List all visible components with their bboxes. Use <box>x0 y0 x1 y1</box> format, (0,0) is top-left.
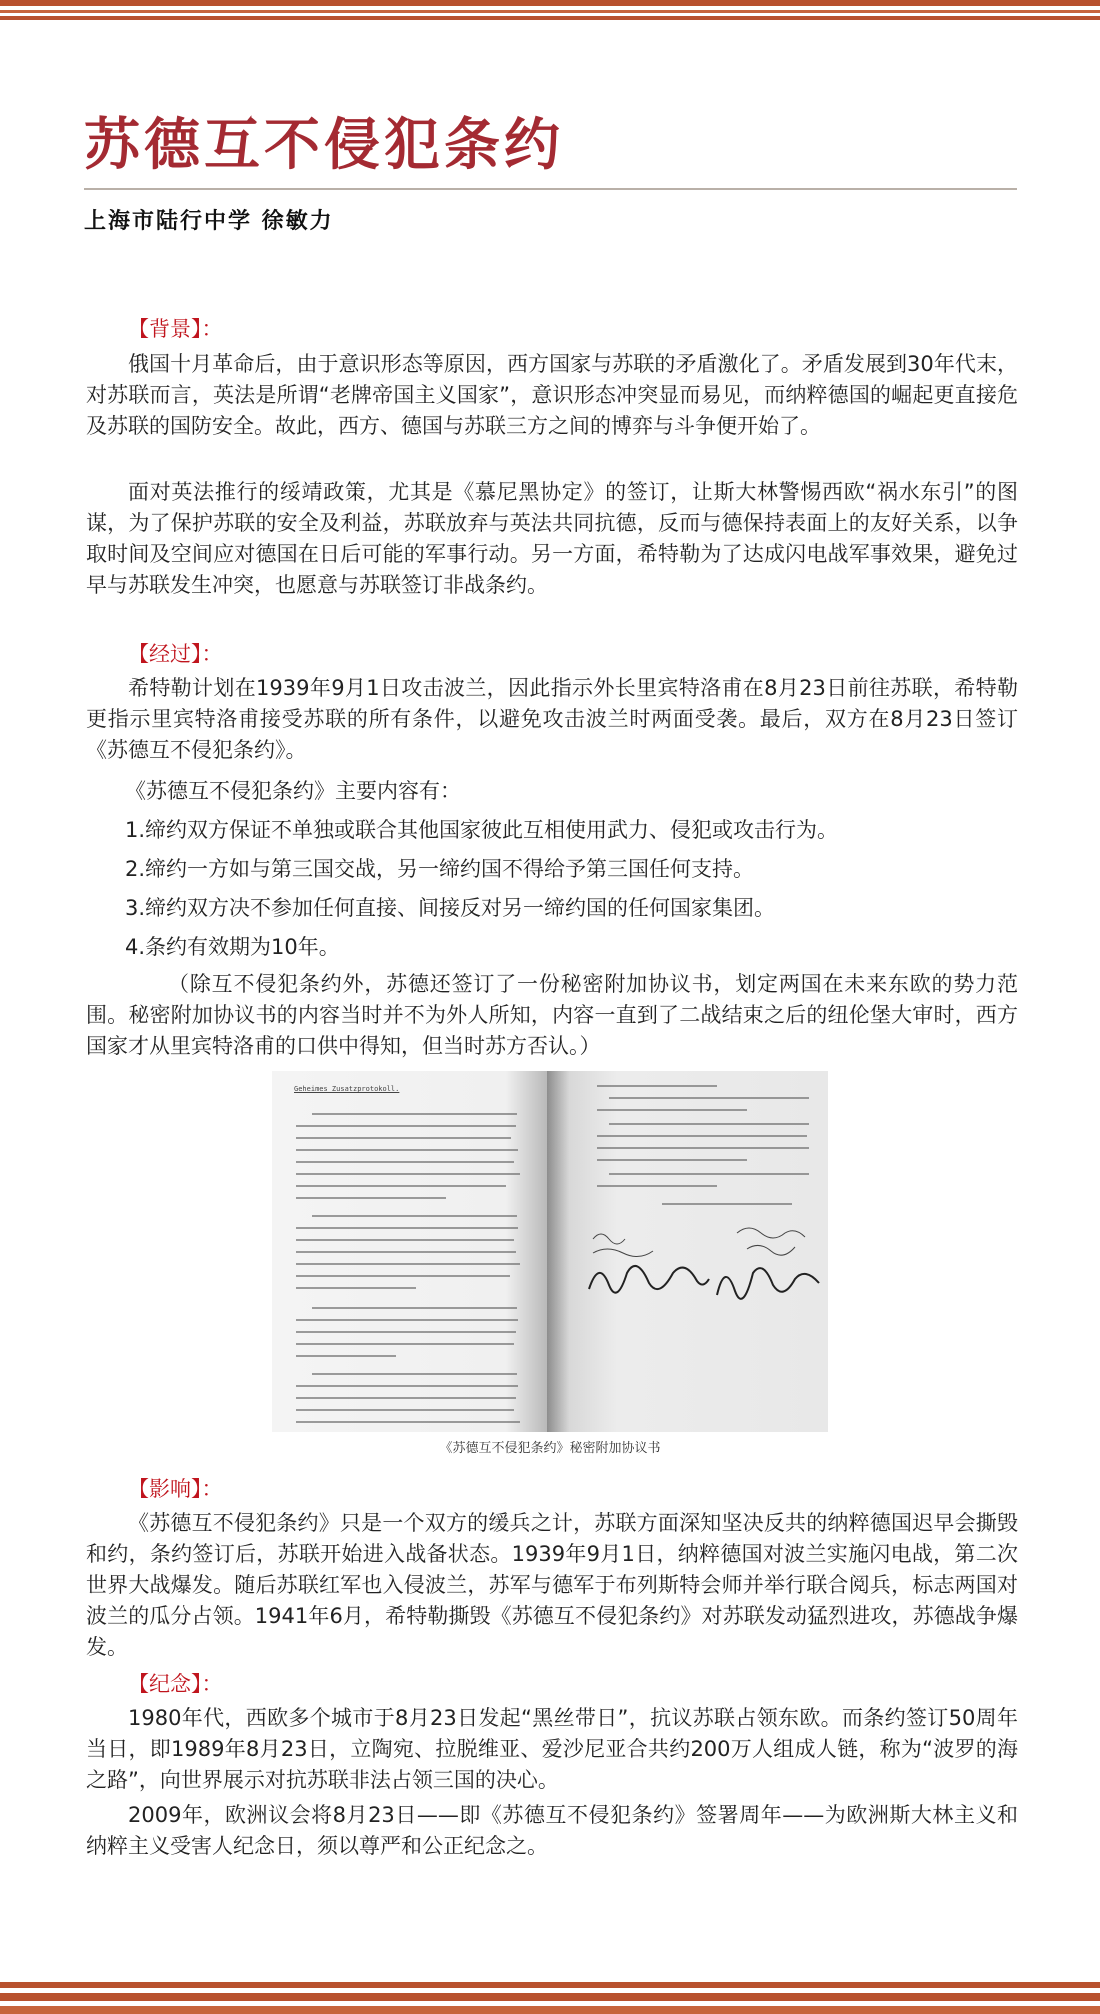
background-paragraph: 俄国十月革命后，由于意识形态等原因，西方国家与苏联的矛盾激化了。矛盾发展到30年代末，对苏联而言，英法是所谓“老牌帝国主义国家”，意识形态冲突显而易见，而纳粹德国的崛起更直接危及苏联的国防安全。故此，西方、德国与苏联三方之间的博弈与斗争便开始了。 <box>86 352 1018 438</box>
page-title: 苏德互不侵犯条约 <box>84 113 564 178</box>
top-border-stripe <box>0 10 1100 13</box>
document-heading: Geheimes Zusatzprotokoll. <box>294 1085 400 1093</box>
process-paragraph: 希特勒计划在1939年9月1日攻击波兰，因此指示外长里宾特洛甫在8月23日前往苏联，希特勒更指示里宾特洛甫接受苏联的所有条件，以避免攻击波兰时两面受袭。最后，双方在8月23日签订《苏德互不侵犯条约》。 <box>86 676 1018 762</box>
title-divider <box>84 188 1017 190</box>
signatures <box>587 1211 827 1301</box>
treaty-item: 1.缔约双方保证不单独或联合其他国家彼此互相使用武力、侵犯或攻击行为。 <box>125 818 839 842</box>
impact-paragraph: 《苏德互不侵犯条约》只是一个双方的缓兵之计，苏联方面深知坚决反共的纳粹德国迟早会撕毁和约，条约签订后，苏联开始进入战备状态。1939年9月1日，纳粹德国对波兰实施闪电战，第二次世界大战爆发。随后苏联红军也入侵波兰，苏军与德军于布列斯特会师并举行联合阅兵，标志两国对波兰的瓜分占领。1941年6月，希特勒撕毁《苏德互不侵犯条约》对苏联发动猛烈进攻，苏德战争爆发。 <box>86 1511 1018 1659</box>
secret-protocol-photo <box>272 1071 828 1432</box>
author-line: 上海市陆行中学 徐敏力 <box>84 209 334 234</box>
memorial-paragraph: 2009年，欧洲议会将8月23日——即《苏德互不侵犯条约》签署周年——为欧洲斯大林主义和纳粹主义受害人纪念日，须以尊严和公正纪念之。 <box>86 1803 1018 1858</box>
treaty-item: 3.缔约双方决不参加任何直接、间接反对另一缔约国的任何国家集团。 <box>125 896 776 920</box>
bottom-border-stripe <box>0 1982 1100 1988</box>
top-border-stripe <box>0 16 1100 20</box>
section-heading-process: 【经过】： <box>128 642 223 666</box>
section-heading-background: 【背景】： <box>128 317 223 341</box>
list-intro: 《苏德互不侵犯条约》主要内容有： <box>125 779 461 803</box>
treaty-item: 2.缔约一方如与第三国交战，另一缔约国不得给予第三国任何支持。 <box>125 857 755 881</box>
document-left-page <box>272 1071 547 1432</box>
document-right-page <box>547 1071 828 1432</box>
bottom-border-stripe <box>0 1993 1100 2001</box>
memorial-paragraph: 1980年代，西欧多个城市于8月23日发起“黑丝带日”，抗议苏联占领东欧。而条约签订50周年当日，即1989年8月23日，立陶宛、拉脱维亚、爱沙尼亚合共约200万人组成人链，称为“波罗的海之路”，向世界展示对抗苏联非法占领三国的决心。 <box>86 1706 1018 1792</box>
secret-protocol-note: （除互不侵犯条约外，苏德还签订了一份秘密附加协议书，划定两国在未来东欧的势力范围。秘密附加协议书的内容当时并不为外人所知，内容一直到了二战结束之后的纽伦堡大审时，西方国家才从里宾特洛甫的口供中得知，但当时苏方否认。） <box>86 972 1018 1058</box>
photo-caption: 《苏德互不侵犯条约》秘密附加协议书 <box>439 1441 661 1456</box>
bottom-border-stripe <box>0 2006 1100 2014</box>
treaty-item: 4.条约有效期为10年。 <box>125 935 340 959</box>
top-border-stripe <box>0 0 1100 6</box>
section-heading-memorial: 【纪念】： <box>128 1672 223 1696</box>
background-paragraph: 面对英法推行的绥靖政策，尤其是《慕尼黑协定》的签订，让斯大林警惕西欧“祸水东引”的图谋，为了保护苏联的安全及利益，苏联放弃与英法共同抗德，反而与德保持表面上的友好关系，以争取时间及空间应对德国在日后可能的军事行动。另一方面，希特勒为了达成闪电战军事效果，避免过早与苏联发生冲突，也愿意与苏联签订非战条约。 <box>86 480 1018 597</box>
section-heading-impact: 【影响】： <box>128 1477 223 1501</box>
